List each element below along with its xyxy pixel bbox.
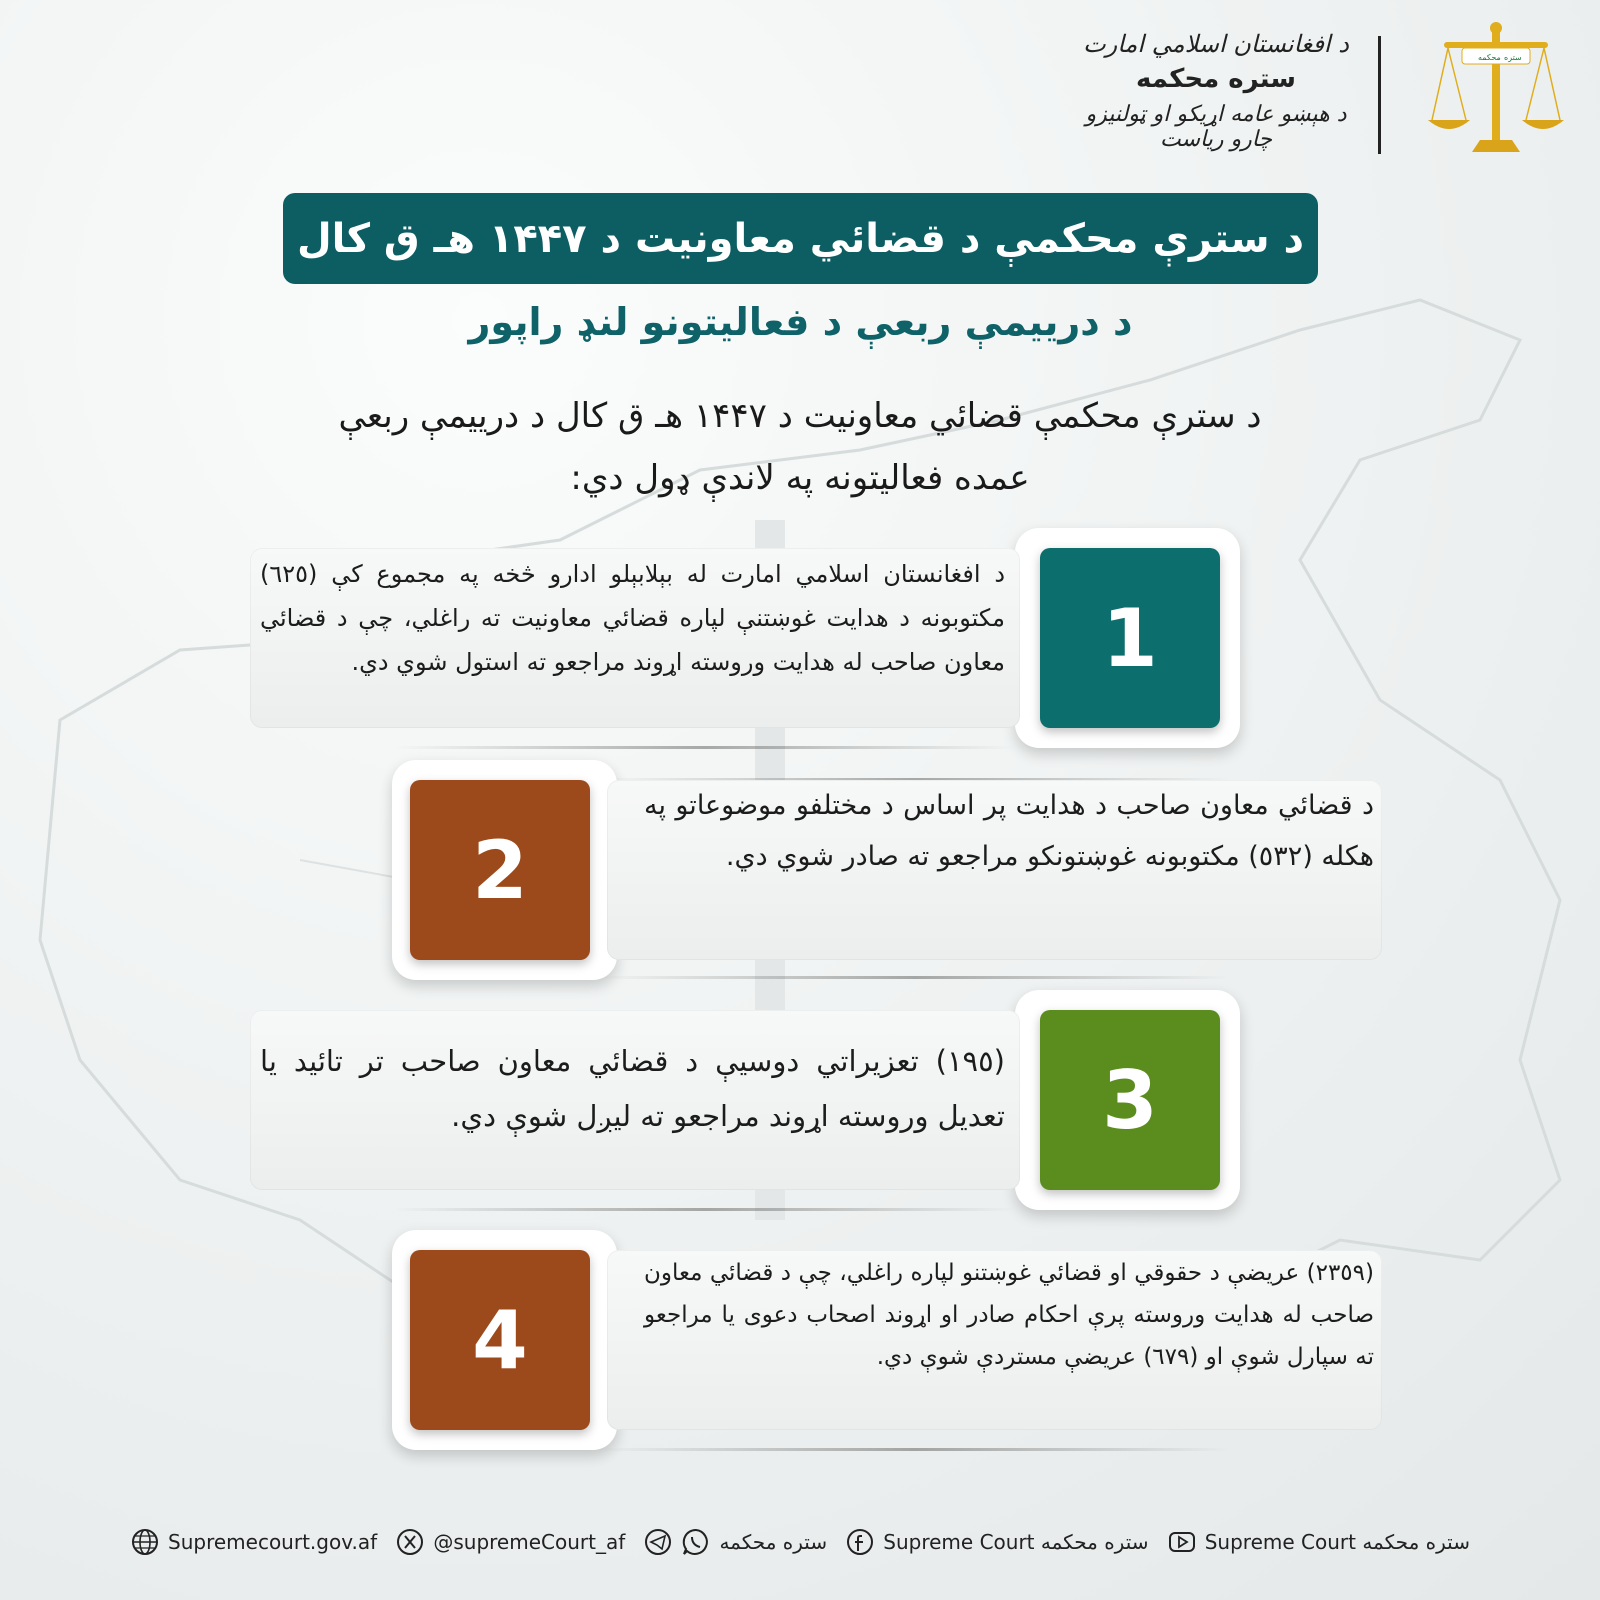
card-4-text: (٢٣٥٩) عریضې د حقوقي او قضائي غوښتنو لپاره راغلي، چې د قضائي معاون صاحب له هدایت وروسته پرې احکام صادر او اړوند اصحاب دعوی یا مراجعو ته سپارل شوې او (٦٧٩) عریضې مستردې شوې دي.	[644, 1260, 1374, 1370]
footer-social-bar	[130, 1522, 1470, 1562]
intro-paragraph	[270, 385, 1330, 509]
card-1-text: د افغانستان اسلامي امارت له بېلابېلو ادارو څخه په مجموع کې (٦٢٥) مکتوبونه د هدایت غوښتنې لپاره قضائي معاونیت ته راغلي، چې د قضائي معاون صاحب له هدایت وروسته اړوند مراجعو ته استول شوي دي.	[260, 560, 1005, 676]
x-icon	[395, 1527, 425, 1557]
header-calligraphy-bottom: د هېښو عامه اړیکو او ټولنیزو چارو ریاست	[1085, 102, 1347, 152]
whatsapp-icon	[681, 1527, 711, 1557]
footer-facebook-text: Supreme Court ستره محکمه	[883, 1530, 1149, 1554]
card-2-number: 2	[472, 823, 528, 917]
footer-website-text: Supremecourt.gov.af	[168, 1530, 378, 1554]
footer-x[interactable]	[395, 1527, 625, 1557]
card-3-number: 3	[1102, 1053, 1158, 1147]
page-subtitle: د دریيمې ربعې د فعالیتونو لنډ راپور	[468, 300, 1133, 344]
youtube-icon	[1167, 1527, 1197, 1557]
scales-of-justice-icon	[1426, 22, 1566, 162]
card-3-text: (١٩٥) تعزیراتي دوسیې د قضائي معاون صاحب تر تائید یا تعدیل وروسته اړوند مراجعو ته لیږل شوې دي.	[260, 1044, 1005, 1133]
footer-youtube-text: Supreme Court ستره محکمه	[1204, 1530, 1470, 1554]
page-title: د سترې محکمې د قضائي معاونیت د ۱۴۴۷ هـ ق کال	[296, 215, 1305, 262]
logo-text-left: محکمه	[1478, 53, 1501, 62]
logo-text-right: ستره	[1504, 53, 1522, 62]
footer-telegram-text: ستره محکمه	[719, 1530, 828, 1554]
footer-telegram-whatsapp[interactable]	[643, 1527, 827, 1557]
intro-line-1: د سترې محکمې قضائي معاونیت د ۱۴۴۷ هـ ق کال د دریيمې ربعې	[338, 396, 1262, 436]
card-1-number-box	[1040, 548, 1220, 728]
globe-icon	[130, 1527, 160, 1557]
header-calligraphy-top: د افغانستان اسلامي امارت	[1083, 30, 1349, 58]
card-2-number-box	[410, 780, 590, 960]
telegram-icon	[643, 1527, 673, 1557]
footer-website[interactable]	[130, 1527, 377, 1557]
facebook-icon	[845, 1527, 875, 1557]
header	[1066, 22, 1566, 162]
header-text-block	[1066, 30, 1366, 152]
title-banner	[283, 193, 1318, 284]
card-4-number: 4	[472, 1293, 528, 1387]
activity-card-2	[392, 760, 1382, 980]
card-1-number: 1	[1102, 591, 1158, 685]
card-4-number-box	[410, 1250, 590, 1430]
header-divider	[1378, 36, 1381, 154]
activity-card-3	[250, 990, 1240, 1210]
intro-line-2: عمده فعالیتونه په لاندې ډول دي:	[570, 458, 1030, 498]
footer-x-text: @supremeCourt_af	[433, 1530, 626, 1554]
activity-card-1	[250, 528, 1240, 748]
footer-facebook[interactable]	[845, 1527, 1148, 1557]
card-3-number-box	[1040, 1010, 1220, 1190]
footer-youtube[interactable]	[1167, 1527, 1470, 1557]
activity-card-4	[392, 1230, 1382, 1450]
header-org-name: ستره محکمه	[1136, 64, 1296, 94]
card-2-text: د قضائي معاون صاحب د هدایت پر اساس د مختلفو موضوعاتو په هکله (٥٣٢) مکتوبونه غوښتونکو مراجعو ته صادر شوي دي.	[644, 790, 1374, 872]
